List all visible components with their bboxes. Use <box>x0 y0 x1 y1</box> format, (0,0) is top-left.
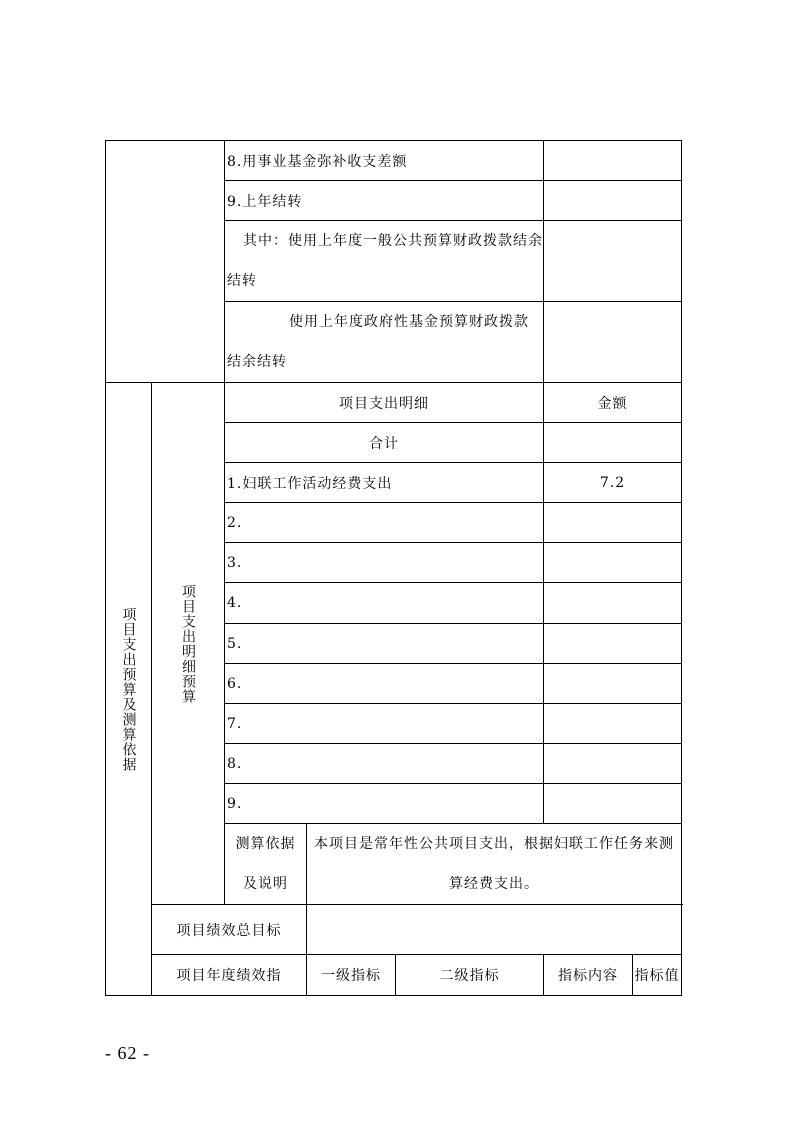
detail-amount <box>544 664 682 704</box>
detail-item: 3. <box>225 543 544 583</box>
perf-annual-row <box>106 955 682 996</box>
section-label-cell <box>106 383 152 996</box>
fund-row-value <box>544 141 682 181</box>
perf-header-value: 指标值 <box>633 955 682 996</box>
fund-row-value <box>544 221 682 302</box>
detail-amount <box>544 583 682 624</box>
perf-header-level2: 二级指标 <box>396 955 544 996</box>
perf-goal-row <box>106 905 682 955</box>
amount-header: 金额 <box>544 383 682 423</box>
carryover-fund-label: 使用上年度政府性基金预算财政拨款结余结转 <box>225 302 544 383</box>
detail-item: 8. <box>225 744 544 784</box>
perf-header-content: 指标内容 <box>544 955 633 996</box>
perf-goal-label: 项目绩效总目标 <box>152 905 307 955</box>
section-label: 项目支出预算及测算依据 <box>120 606 137 772</box>
detail-header: 项目支出明细 <box>225 383 544 423</box>
fund-row-value <box>544 302 682 383</box>
detail-item: 7. <box>225 704 544 744</box>
fund-row-value <box>544 181 682 221</box>
detail-item: 1.妇联工作活动经费支出 <box>225 463 544 503</box>
perf-header-level1: 一级指标 <box>307 955 396 996</box>
total-label: 合计 <box>225 423 544 463</box>
detail-item: 6. <box>225 664 544 704</box>
detail-item: 9. <box>225 784 544 824</box>
detail-amount <box>544 784 682 824</box>
blank-label-cell <box>106 141 225 383</box>
perf-goal-value <box>307 905 682 955</box>
detail-item: 5. <box>225 624 544 664</box>
detail-item: 2. <box>225 503 544 543</box>
carryover-general-label: 其中：使用上年度一般公共预算财政拨款结余结转 <box>225 221 544 302</box>
detail-amount <box>544 543 682 583</box>
basis-text: 本项目是常年性公共项目支出，根据妇联工作任务来测算经费支出。 <box>307 824 682 905</box>
detail-amount: 7.2 <box>544 463 682 503</box>
detail-amount <box>544 704 682 744</box>
fund-row-label: 8.用事业基金弥补收支差额 <box>225 141 544 181</box>
basis-label-cell <box>225 824 307 905</box>
perf-annual-label: 项目年度绩效指 <box>152 955 307 996</box>
basis-label-line2: 及说明 <box>243 876 288 892</box>
total-amount <box>544 423 682 463</box>
detail-amount <box>544 624 682 664</box>
detail-item: 4. <box>225 583 544 624</box>
detail-amount <box>544 503 682 543</box>
subsection-label-cell <box>152 383 225 905</box>
detail-header-row <box>106 383 682 423</box>
budget-form-table <box>105 140 682 996</box>
basis-label-line1: 测算依据 <box>235 836 296 852</box>
page-number: - 62 - <box>105 1043 150 1063</box>
detail-amount <box>544 744 682 784</box>
fund-row-label: 9.上年结转 <box>225 181 544 221</box>
fund-row <box>106 141 682 181</box>
subsection-label: 项目支出明细预算 <box>180 583 196 704</box>
